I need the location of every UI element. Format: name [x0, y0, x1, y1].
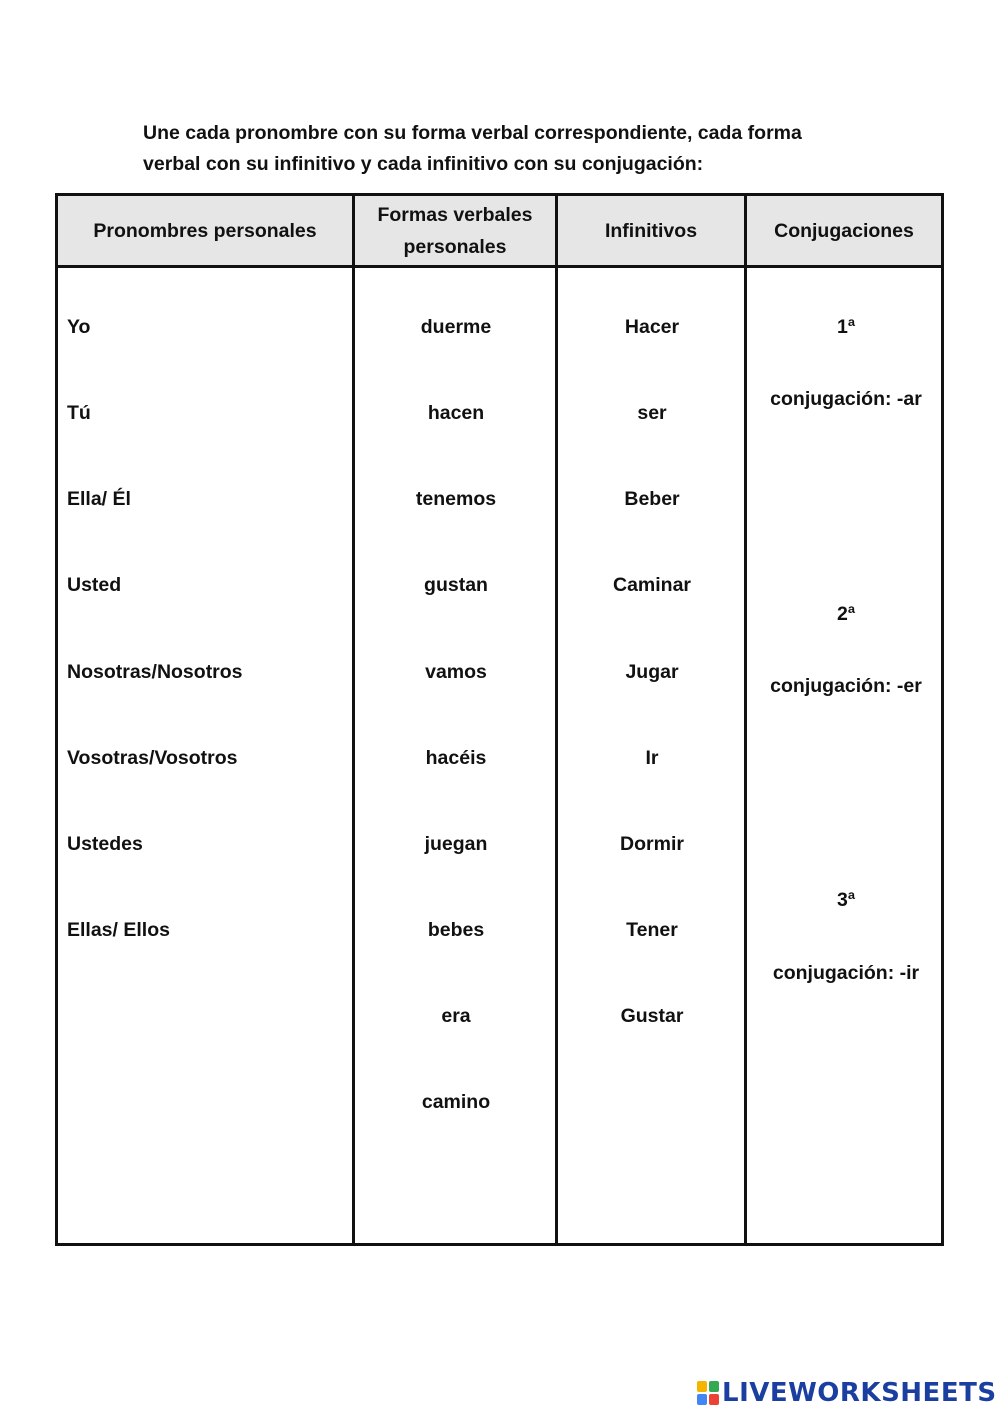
- column-divider-2: [555, 196, 558, 1243]
- conjugacion-label[interactable]: conjugación: -ir: [772, 962, 920, 984]
- infinitivo-item[interactable]: Hacer: [624, 316, 680, 338]
- conjugacion-label[interactable]: conjugación: -ar: [770, 388, 922, 410]
- liveworksheets-logo: [697, 1378, 997, 1408]
- brand-name: LIVEWORKSHEETS: [722, 1378, 997, 1408]
- pronombre-item[interactable]: Ustedes: [67, 833, 143, 855]
- column-divider-1: [352, 196, 355, 1243]
- conjugacion-number[interactable]: 1ª: [836, 316, 856, 338]
- forma-verbal-item[interactable]: camino: [421, 1091, 491, 1113]
- header-conjugaciones: [747, 196, 941, 265]
- header-formas-line-1: Formas verbales: [377, 203, 533, 226]
- infinitivo-item[interactable]: Ir: [645, 747, 659, 769]
- instructions-line-1: Une cada pronombre con su forma verbal correspondiente, cada forma: [143, 122, 802, 144]
- forma-verbal-item[interactable]: bebes: [427, 919, 485, 941]
- header-formas-line-2: personales: [403, 235, 507, 258]
- forma-verbal-item[interactable]: era: [441, 1005, 471, 1027]
- pronombre-item[interactable]: Ella/ Él: [67, 488, 131, 510]
- infinitivo-item[interactable]: Gustar: [620, 1005, 684, 1027]
- column-divider-3: [744, 196, 747, 1243]
- infinitivo-item[interactable]: Dormir: [620, 833, 684, 855]
- forma-verbal-item[interactable]: duerme: [420, 316, 492, 338]
- forma-verbal-item[interactable]: juegan: [424, 833, 488, 855]
- infinitivo-item[interactable]: Caminar: [612, 574, 692, 596]
- header-conjugaciones-label: Conjugaciones: [774, 219, 914, 242]
- forma-verbal-item[interactable]: tenemos: [415, 488, 497, 510]
- infinitivo-item[interactable]: Tener: [626, 919, 678, 941]
- pronombre-item[interactable]: Yo: [67, 316, 91, 338]
- header-pronombres: [58, 196, 352, 265]
- infinitivo-item[interactable]: Jugar: [625, 661, 679, 683]
- conjugacion-label[interactable]: conjugación: -er: [770, 675, 922, 697]
- forma-verbal-item[interactable]: gustan: [424, 574, 488, 596]
- header-infinitivos-label: Infinitivos: [604, 219, 698, 242]
- forma-verbal-item[interactable]: hacen: [427, 402, 485, 424]
- pronombre-item[interactable]: Ellas/ Ellos: [67, 919, 170, 941]
- instructions: [143, 118, 863, 180]
- liveworksheets-mark-icon: [697, 1381, 719, 1405]
- header-formas-verbales: [355, 196, 555, 265]
- conjugacion-number[interactable]: 2ª: [836, 603, 856, 625]
- header-infinitivos: [558, 196, 744, 265]
- pronombre-item[interactable]: Usted: [67, 574, 122, 596]
- forma-verbal-item[interactable]: hacéis: [425, 747, 487, 769]
- forma-verbal-item[interactable]: vamos: [425, 661, 487, 683]
- instructions-line-2: verbal con su infinitivo y cada infinitivo con su conjugación:: [143, 153, 704, 175]
- pronombre-item[interactable]: Vosotras/Vosotros: [67, 747, 238, 769]
- pronombre-item[interactable]: Tú: [67, 402, 91, 424]
- pronombre-item[interactable]: Nosotras/Nosotros: [67, 661, 243, 683]
- header-pronombres-label: Pronombres personales: [93, 219, 317, 242]
- infinitivo-item[interactable]: Beber: [624, 488, 680, 510]
- conjugacion-number[interactable]: 3ª: [836, 889, 856, 911]
- matching-table: [55, 193, 944, 1246]
- header-divider: [58, 265, 941, 268]
- infinitivo-item[interactable]: ser: [637, 402, 667, 424]
